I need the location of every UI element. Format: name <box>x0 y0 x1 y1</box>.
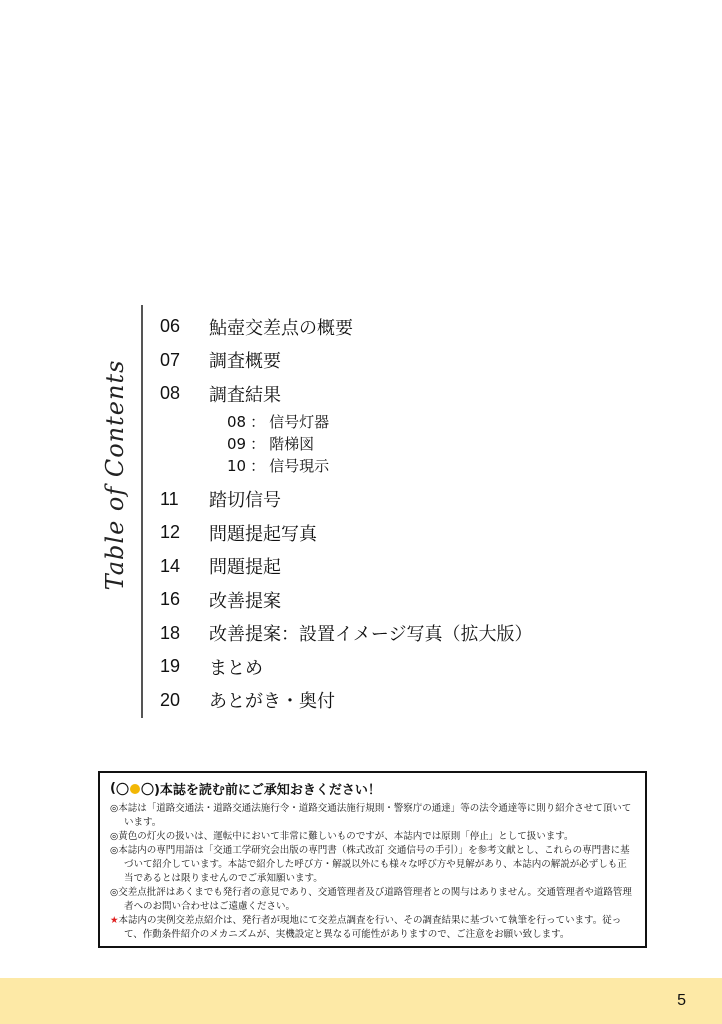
toc-item-page: 16 <box>160 589 181 610</box>
notice-item-text: 本誌は「道路交通法・道路交通法施行令・道路交通法施行規則・警察庁の通達」等の法令通達等に則り紹介させて頂いています。 <box>118 803 632 828</box>
toc-subitem-page: 09 <box>227 434 247 453</box>
double-circle-icon: ◎ <box>110 803 119 814</box>
notice-item <box>110 844 635 886</box>
toc-item-page: 08 <box>160 383 181 404</box>
hollow-circle-icon: 〇 <box>115 783 129 798</box>
toc-item-title: まとめ <box>209 657 263 679</box>
toc-divider <box>141 305 143 718</box>
notice-item <box>110 802 635 830</box>
toc-item-page: 06 <box>160 316 181 337</box>
toc-subitem-page: 08 <box>227 412 247 431</box>
toc-item-page: 18 <box>160 622 181 643</box>
toc-item[interactable] <box>160 617 660 651</box>
notice-item-text: 本誌内の実例交差点紹介は、発行者が現地にて交差点調査を行い、その調査結果に基づいて執筆を行っています。従って、作動条件紹介のメカニズムが、実機設定と異なる可能性がありますので、ご注意をお願い致します。 <box>118 915 622 940</box>
toc-item-page: 12 <box>160 522 181 543</box>
star-icon: ★ <box>110 915 119 926</box>
toc-item-title: 問題提起写真 <box>209 523 317 545</box>
toc-item[interactable] <box>160 377 660 411</box>
footer-band <box>0 978 722 1024</box>
toc-item-title: 問題提起 <box>209 557 281 579</box>
notice-box <box>98 771 647 948</box>
toc-item[interactable] <box>160 550 660 584</box>
notice-title-text: )本誌を読む前にご承知おきください！ <box>153 783 381 798</box>
page-number: 5 <box>677 992 686 1009</box>
notice-item-text: 黄色の灯火の扱いは、運転中において非常に難しいものですが、本誌内では原則「停止」として扱います。 <box>118 831 574 842</box>
toc-subitem-title: 信号灯器 <box>269 413 330 431</box>
toc-subitem-page: 10 <box>227 456 247 475</box>
notice-item <box>110 886 635 914</box>
toc-subitem-colon: ： <box>250 435 266 453</box>
toc-item[interactable] <box>160 516 660 550</box>
toc-item-title: 調査概要 <box>209 351 281 373</box>
notice-item-text: 交差点批評はあくまでも発行者の意見であり、交通管理者及び道路管理者との関与はありません。交通管理者や道路管理者へのお問い合わせはご遠慮ください。 <box>118 887 632 912</box>
toc-item-page: 07 <box>160 349 181 370</box>
notice-title-prefix: ( <box>110 781 116 796</box>
toc-item[interactable] <box>160 344 660 378</box>
toc-item[interactable] <box>160 583 660 617</box>
toc-item-title: あとがき・奥付 <box>209 691 335 713</box>
toc-subitem-colon: ： <box>250 457 266 475</box>
toc-vertical-title <box>95 315 135 635</box>
toc-item[interactable] <box>160 650 660 684</box>
toc-item-title: 調査結果 <box>209 384 281 406</box>
toc-item-title: 踏切信号 <box>209 490 281 512</box>
notice-item <box>110 830 635 844</box>
toc-item-title: 鮎壺交差点の概要 <box>209 317 353 339</box>
double-circle-icon: ◎ <box>110 831 119 842</box>
toc-list <box>160 310 660 717</box>
toc-subitem-title: 階梯図 <box>269 435 315 453</box>
notice-item <box>110 914 635 942</box>
hollow-circle-icon: 〇 <box>140 783 154 798</box>
toc-item-page: 14 <box>160 555 181 576</box>
toc-subitem[interactable] <box>160 433 660 455</box>
toc-item-title: 改善提案：設置イメージ写真（拡大版） <box>209 624 533 646</box>
double-circle-icon: ◎ <box>110 887 119 898</box>
toc-subitem-title: 信号現示 <box>269 457 330 475</box>
toc-item[interactable] <box>160 483 660 517</box>
toc-subitem[interactable] <box>160 455 660 477</box>
toc-item-page: 20 <box>160 689 181 710</box>
yellow-circle-icon <box>130 784 140 794</box>
toc-item[interactable] <box>160 684 660 718</box>
double-circle-icon: ◎ <box>110 845 119 856</box>
notice-title <box>110 779 635 798</box>
toc-item[interactable] <box>160 310 660 344</box>
notice-item-text: 本誌内の専門用語は「交通工学研究会出版の専門書（株式改訂 交通信号の手引）」を参考文献とし、これらの専門書に基づいて紹介しています。本誌で紹介した呼び方・解説以外にも様々な呼び方や見解があり、本誌内の解説が必ずしも正当であるとは限りませんのでご承知願います。 <box>118 845 630 884</box>
toc-title-text: Table of Contents <box>101 359 129 591</box>
toc-item-page: 11 <box>160 488 179 509</box>
toc-item-page: 19 <box>160 656 181 677</box>
toc-subitem-colon: ： <box>250 413 266 431</box>
toc-item-title: 改善提案 <box>209 590 281 612</box>
toc-subitem[interactable] <box>160 411 660 433</box>
